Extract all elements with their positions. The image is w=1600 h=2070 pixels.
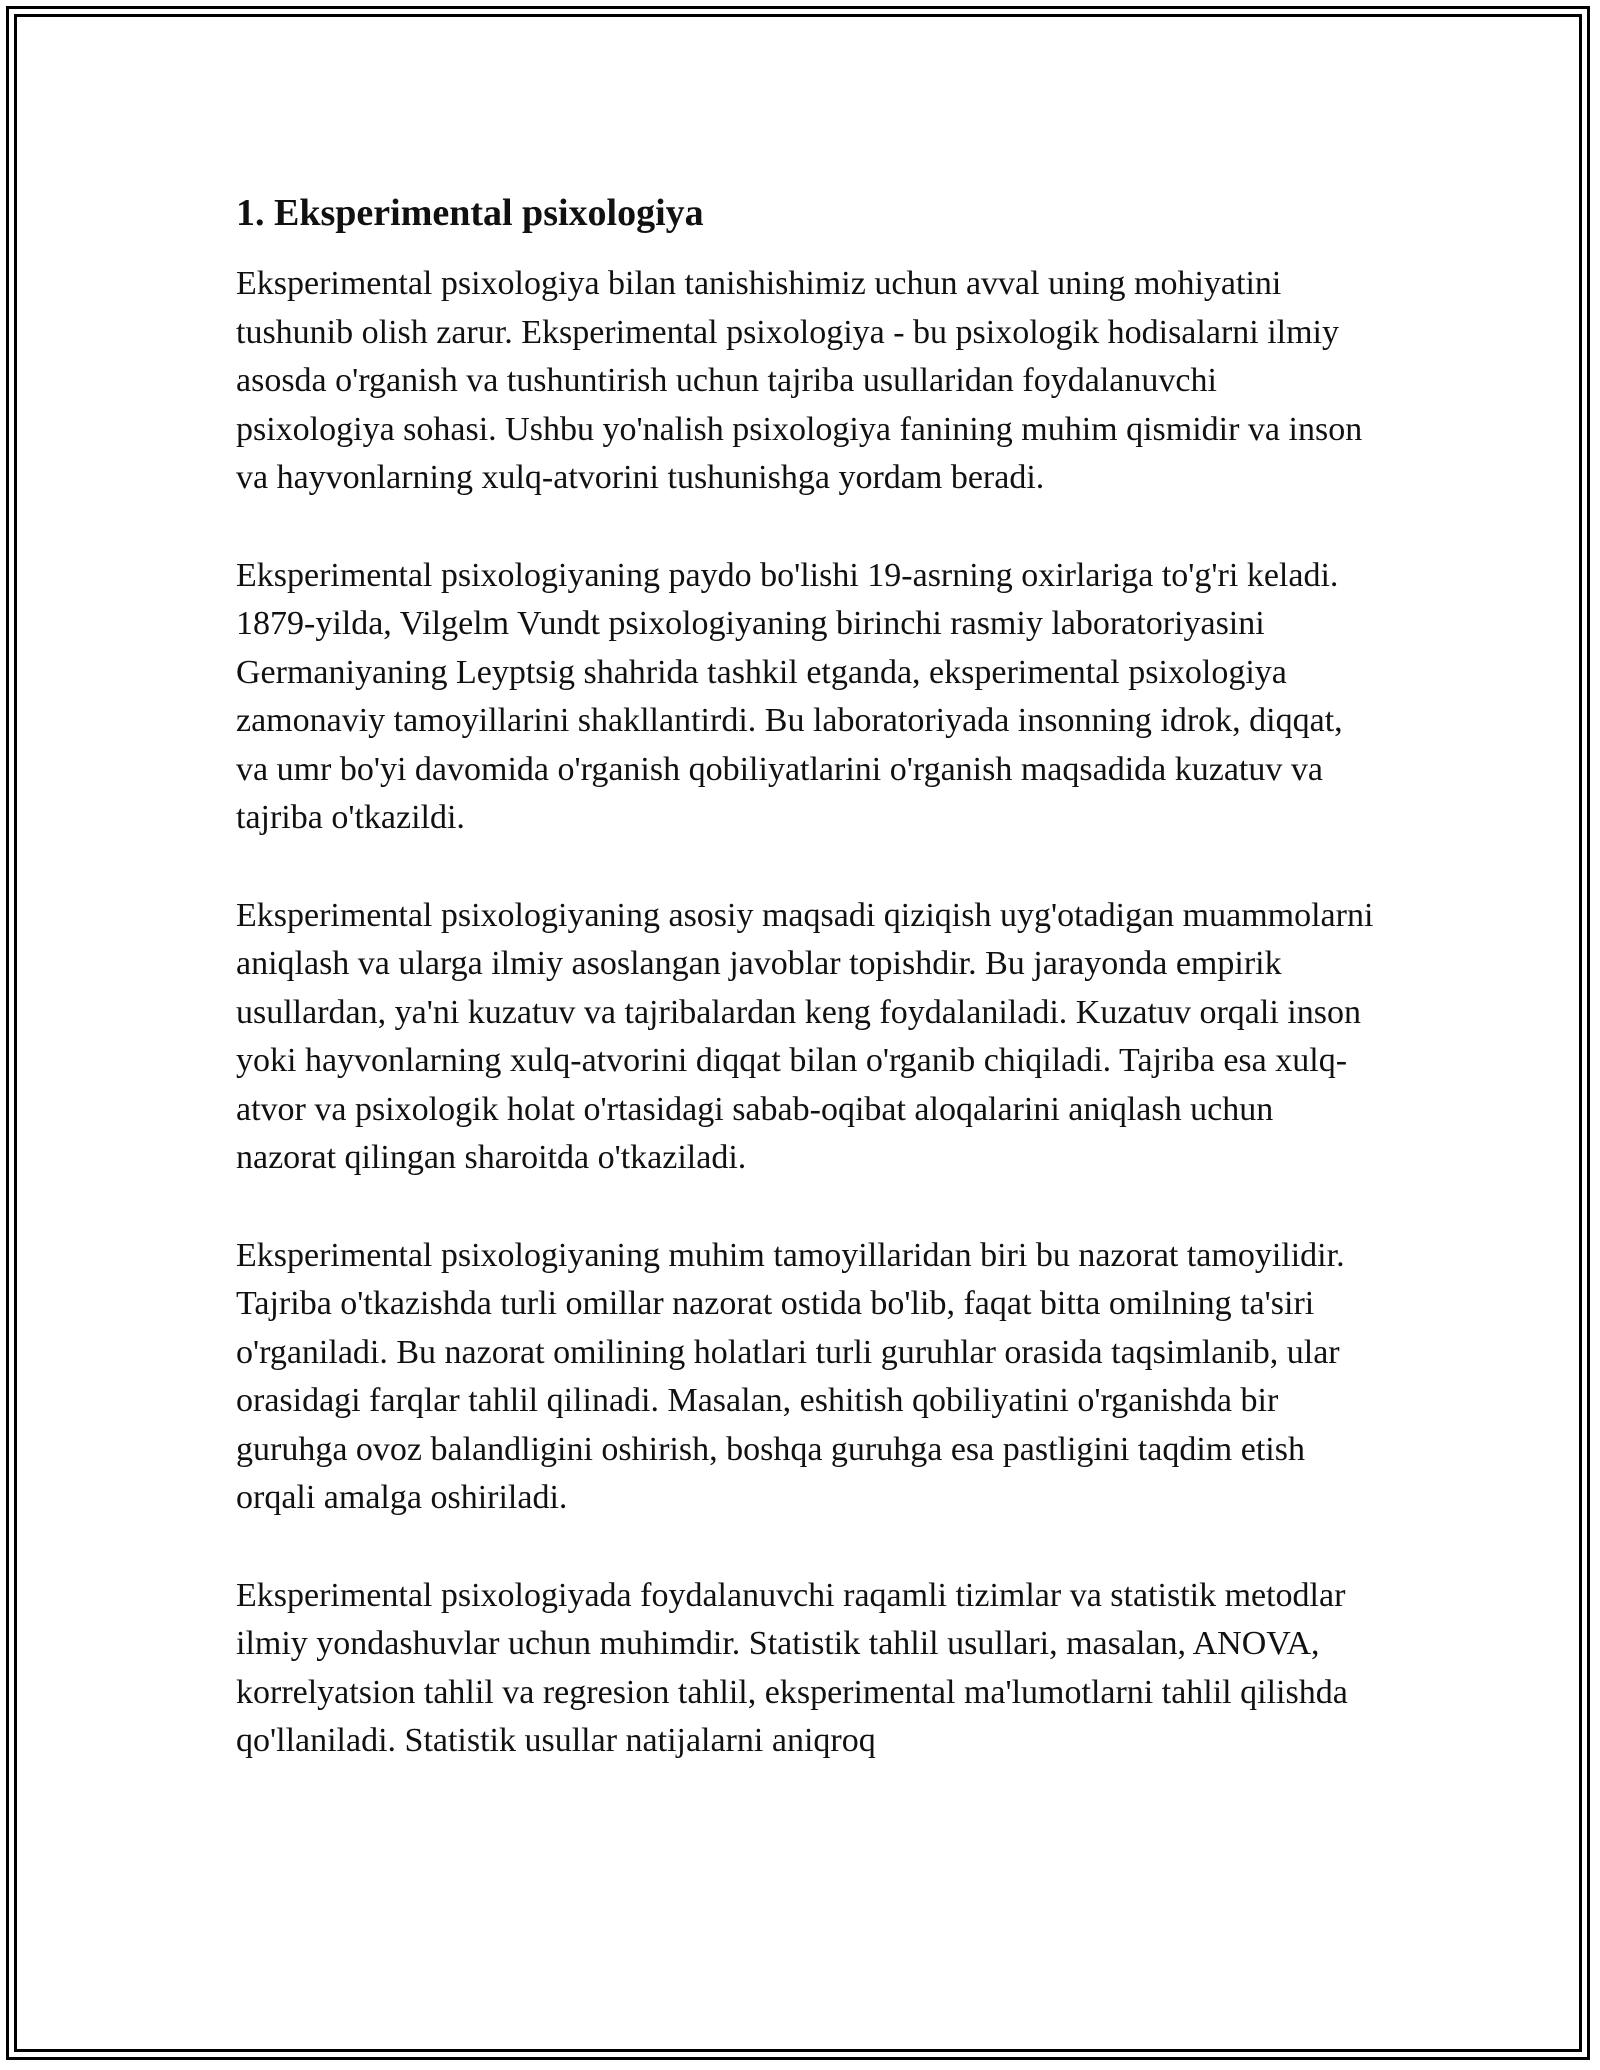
paragraph-control-principle: Eksperimental psixologiyaning muhim tamoyillaridan biri bu nazorat tamoyilidir. Tajriba o'tkazishda turli omillar nazorat ostida bo'lib, faqat bitta omilning ta'siri o'rganiladi. Bu nazorat omilining holatlari turli guruhlar orasida taqsimlanib, ular orasidagi farqlar tahlil qilinadi. Masalan, eshitish qobiliyatini o'rganishda bir guruhga ovoz balandligini oshirish, boshqa guruhga esa pastligini taqdim etish orqali amalga oshiriladi.	[236, 1236, 1345, 1516]
paragraph-goal: Eksperimental psixologiyaning asosiy maqsadi qiziqish uyg'otadigan muammolarni aniqlash va ularga ilmiy asoslangan javoblar topishdir. Bu jarayonda empirik usullardan, ya'ni kuzatuv va tajribalardan keng foydalaniladi. Kuzatuv orqali inson yoki hayvonlarning xulq-atvorini diqqat bilan o'rganib chiqiladi. Tajriba esa xulq-atvor va psixologik holat o'rtasidagi sabab-oqibat aloqalarini aniqlash uchun nazorat qilingan sharoitda o'tkaziladi.	[236, 896, 1374, 1176]
document-body	[236, 188, 1376, 1766]
paragraph-history: Eksperimental psixologiyaning paydo bo'lishi 19-asrning oxirlariga to'g'ri keladi. 1879-yilda, Vilgelm Vundt psixologiyaning birinchi rasmiy laboratoriyasini Germaniyaning Leyptsig shahrida tashkil etganda, eksperimental psixologiya zamonaviy tamoyillarini shakllantirdi. Bu laboratoriyada insonning idrok, diqqat, va umr bo'yi davomida o'rganish qobiliyatlarini o'rganish maqsadida kuzatuv va tajriba o'tkazildi.	[236, 556, 1343, 836]
paragraph-statistics: Eksperimental psixologiyada foydalanuvchi raqamli tizimlar va statistik metodlar ilmiy yondashuvlar uchun muhimdir. Statistik tahlil usullari, masalan, ANOVA, korrelyatsion tahlil va regresion tahlil, eksperimental ma'lumotlarni tahlil qilishda qo'llaniladi. Statistik usullar natijalarni aniqroq	[236, 1576, 1348, 1759]
section-heading: 1. Eksperimental psixologiya	[236, 192, 704, 234]
paragraph-definition: Eksperimental psixologiya bilan tanishishimiz uchun avval uning mohiyatini tushunib olish zarur. Eksperimental psixologiya - bu psixologik hodisalarni ilmiy asosda o'rganish va tushuntirish uchun tajriba usullaridan foydalanuvchi psixologiya sohasi. Ushbu yo'nalish psixologiya fanining muhim qismidir va inson va hayvonlarning xulq-atvorini tushunishga yordam beradi.	[236, 265, 1363, 496]
